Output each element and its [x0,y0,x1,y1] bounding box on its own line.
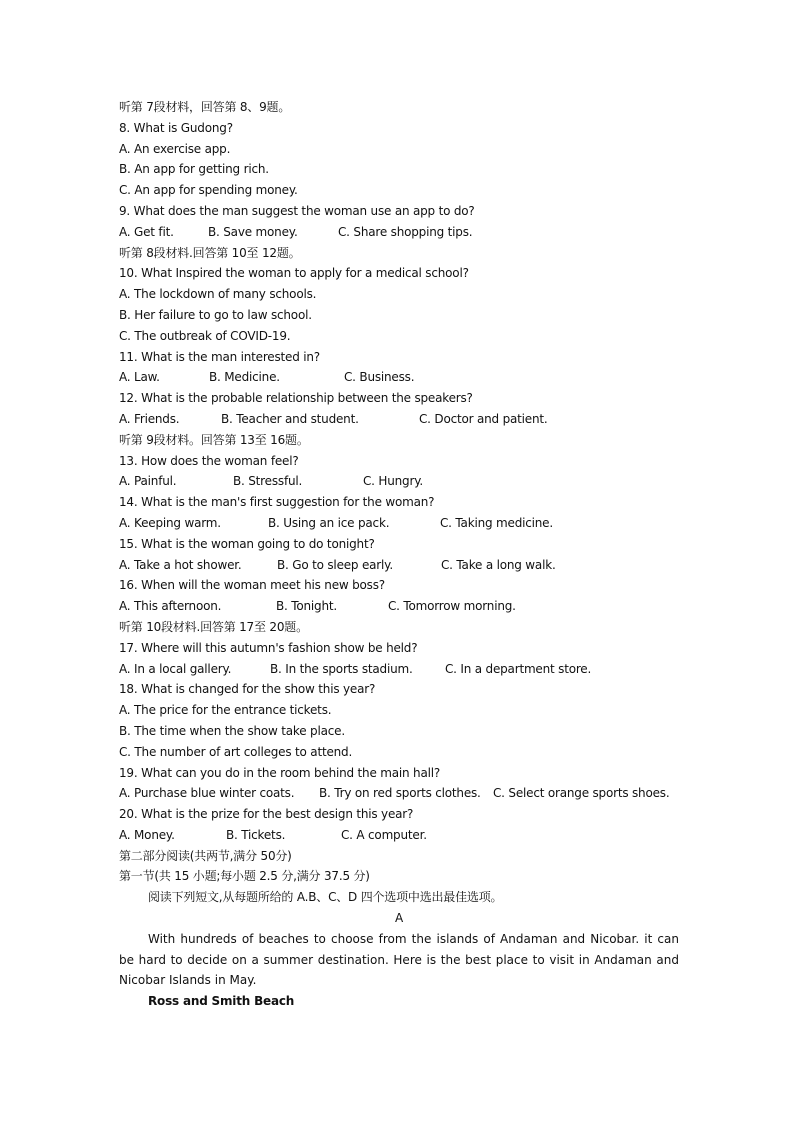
question-14: 14. What is the man's first suggestion for the woman? [119,495,435,510]
option-13c: C. Hungry. [363,474,423,489]
option-12b: B. Teacher and student. [221,411,359,426]
option-20a: A. Money. [119,827,175,842]
option-14b: B. Using an ice pack. [268,515,390,530]
option-15a: A. Take a hot shower. [119,557,242,572]
option-11c: C. Business. [344,370,415,385]
option-13b: B. Stressful. [233,474,303,489]
option-17b: B. In the sports stadium. [270,661,413,676]
part-two-heading: 第二部分阅读(共两节,满分 50分) [119,848,292,863]
options-12 [119,409,679,430]
option-19b: B. Try on red sports clothes. [319,786,481,801]
option-19a: A. Purchase blue winter coats. [119,786,295,801]
question-15: 15. What is the woman going to do tonight? [119,536,375,551]
option-9c: C. Share shopping tips. [338,224,473,239]
passage-paragraph: With hundreds of beaches to choose from the islands of Andaman and Nicobar. it can be hard to decide on a summer destination. Here is the best place to visit in Andaman and Nicobar Islands in May. [119,931,679,988]
option-10c: C. The outbreak of COVID-19. [119,328,291,343]
question-19: 19. What can you do in the room behind the main hall? [119,765,441,780]
option-12c: C. Doctor and patient. [419,411,548,426]
option-11b: B. Medicine. [209,370,280,385]
question-9: 9. What does the man suggest the woman use an app to do? [119,203,475,218]
options-9 [119,222,679,243]
section-heading-7: 听第 7段材料，回答第 8、9题。 [119,100,291,114]
option-8c: C. An app for spending money. [119,183,298,198]
options-17 [119,659,679,680]
option-8b: B. An app for getting rich. [119,162,269,177]
question-12: 12. What is the probable relationship between the speakers? [119,391,473,406]
options-13 [119,471,679,492]
option-16c: C. Tomorrow morning. [388,599,516,614]
option-20b: B. Tickets. [226,827,286,842]
option-17c: C. In a department store. [445,661,592,676]
option-15c: C. Take a long walk. [441,557,556,572]
question-18: 18. What is changed for the show this year? [119,682,376,697]
option-12a: A. Friends. [119,411,180,426]
section-heading-9: 听第 9段材料。回答第 13至 16题。 [119,432,309,447]
section-one-heading: 第一节(共 15 小题;每小题 2.5 分,满分 37.5 分) [119,869,370,884]
section-heading-10: 听第 10段材料.回答第 17至 20题。 [119,619,308,634]
exam-content [119,97,679,1012]
option-9b: B. Save money. [208,224,298,239]
option-13a: A. Painful. [119,474,177,489]
options-11 [119,367,679,388]
option-17a: A. In a local gallery. [119,661,232,676]
option-9a: A. Get fit. [119,224,174,239]
question-13: 13. How does the woman feel? [119,453,299,468]
option-18c: C. The number of art colleges to attend. [119,744,353,759]
option-16a: A. This afternoon. [119,599,222,614]
passage-letter: A [394,911,403,926]
question-8: 8. What is Gudong? [119,120,233,135]
option-19c: C. Select orange sports shoes. [493,786,670,801]
option-15b: B. Go to sleep early. [277,557,393,572]
question-10: 10. What Inspired the woman to apply for a medical school? [119,266,469,281]
question-20: 20. What is the prize for the best design this year? [119,807,414,822]
option-14c: C. Taking medicine. [440,515,553,530]
section-heading-8: 听第 8段材料.回答第 10至 12题。 [119,245,301,260]
option-20c: C. A computer. [341,827,427,842]
options-15 [119,555,679,576]
option-16b: B. Tonight. [276,599,337,614]
option-14a: A. Keeping warm. [119,515,221,530]
options-19 [119,783,679,804]
options-14 [119,513,679,534]
options-16 [119,596,679,617]
option-10b: B. Her failure to go to law school. [119,307,312,322]
question-16: 16. When will the woman meet his new boss? [119,578,385,593]
reading-instruction: 阅读下列短文,从每题所给的 A.B、C、D 四个选项中选出最佳选项。 [148,890,503,905]
passage-subheading: Ross and Smith Beach [148,994,295,1009]
option-10a: A. The lockdown of many schools. [119,287,317,302]
question-11: 11. What is the man interested in? [119,349,320,364]
option-18b: B. The time when the show take place. [119,723,345,738]
option-8a: A. An exercise app. [119,141,231,156]
option-18a: A. The price for the entrance tickets. [119,703,332,718]
options-20 [119,825,679,846]
option-11a: A. Law. [119,370,160,385]
question-17: 17. Where will this autumn's fashion show be held? [119,640,418,655]
